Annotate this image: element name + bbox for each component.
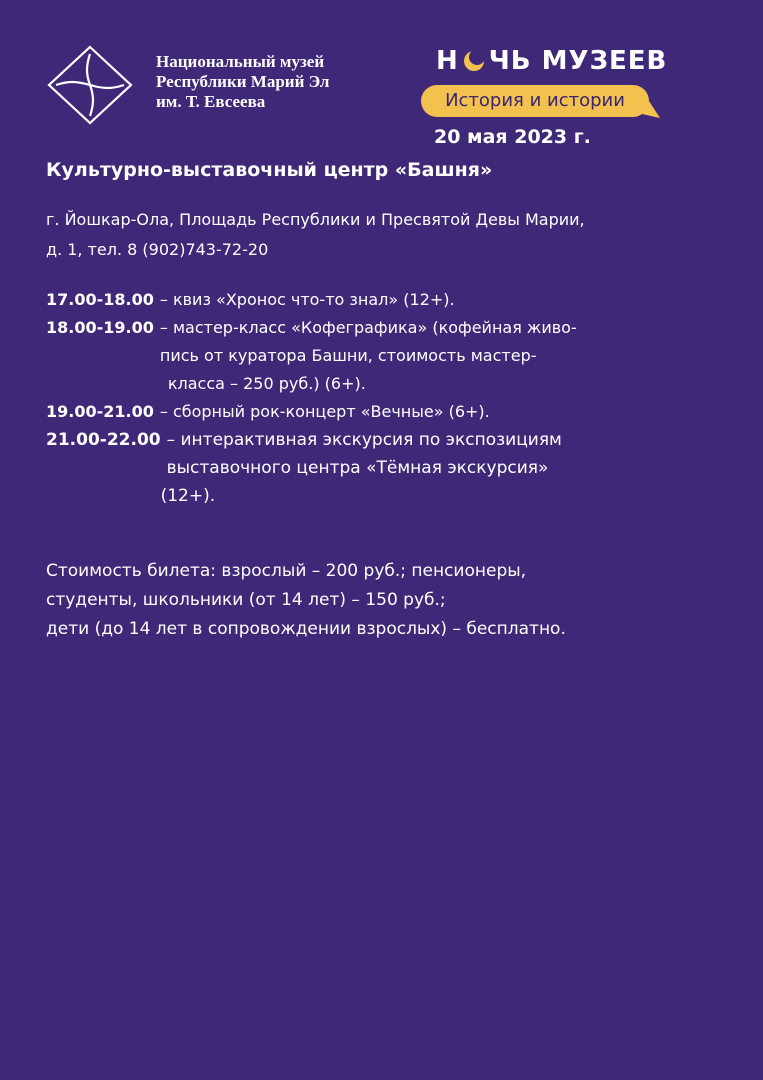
ticket-price-line: студенты, школьники (от 14 лет) – 150 руб.; [46, 590, 446, 610]
event-title [436, 44, 667, 78]
schedule-description-line: выставочного центра «Тёмная экскурсия» [166, 458, 549, 478]
schedule [46, 286, 736, 510]
theme-text: История и истории [445, 90, 625, 111]
schedule-description-line: класса – 250 руб.) (6+). [167, 374, 366, 393]
schedule-description-line: – сборный рок-концерт «Вечные» (6+). [159, 402, 490, 421]
ticket-price-line: Стоимость билета: взрослый – 200 руб.; пенсионеры, [46, 561, 527, 581]
event-title-part: ЧЬ МУЗЕЕВ [488, 46, 668, 76]
schedule-item [46, 426, 736, 510]
schedule-description [160, 314, 736, 398]
address-line: д. 1, тел. 8 (902)743-72-20 [46, 240, 269, 259]
address-line: г. Йошкар-Ола, Площадь Республики и Пресвятой Девы Марии, [46, 210, 585, 229]
schedule-description-line: – квиз «Хронос что-то знал» (12+). [159, 290, 455, 309]
schedule-description [160, 426, 736, 510]
event-date: 20 мая 2023 г. [434, 126, 591, 148]
schedule-time: 21.00-22.00 [46, 430, 161, 450]
schedule-description-line: – интерактивная экскурсия по экспозициям [166, 430, 562, 450]
ticket-prices [46, 557, 746, 644]
museum-name-line: им. Т. Евсеева [156, 92, 266, 111]
venue-address [46, 205, 736, 265]
schedule-description-line: пись от куратора Башни, стоимость мастер- [159, 346, 537, 365]
schedule-description-line: – мастер-класс «Кофеграфика» (кофейная живо- [159, 318, 577, 337]
venue-title: Культурно-выставочный центр «Башня» [46, 159, 493, 181]
schedule-item [46, 314, 736, 398]
theme-badge [420, 84, 662, 120]
schedule-description-line: (12+). [160, 486, 216, 506]
schedule-time: 17.00-18.00 [46, 290, 154, 309]
schedule-item [46, 286, 736, 314]
schedule-time: 19.00-21.00 [46, 402, 154, 421]
ticket-price-line: дети (до 14 лет в сопровождении взрослых) – бесплатно. [46, 619, 566, 639]
museum-name-line: Республики Марий Эл [156, 72, 330, 91]
schedule-description [160, 398, 736, 426]
schedule-time: 18.00-19.00 [46, 318, 154, 337]
schedule-description [160, 286, 736, 314]
crescent-moon-icon [461, 48, 487, 74]
event-title-part: Н [436, 46, 459, 76]
museum-name [156, 52, 329, 112]
schedule-item [46, 398, 736, 426]
museum-name-line: Национальный музей [156, 52, 325, 71]
museum-logo-icon [46, 44, 134, 126]
